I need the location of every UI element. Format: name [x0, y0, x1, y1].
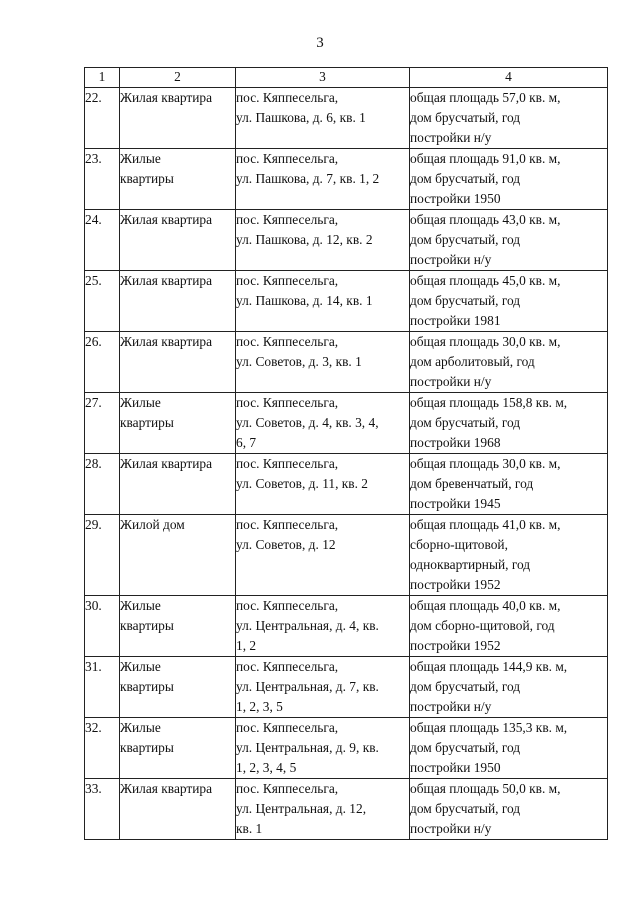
address-line: 1, 2, 3, 4, 5 — [236, 760, 297, 775]
address-line: пос. Кяппесельга, — [236, 90, 339, 105]
row-number: 33. — [85, 779, 120, 840]
row-number: 24. — [85, 210, 120, 271]
table-header-row — [85, 68, 608, 88]
description-line: постройки н/у — [410, 821, 492, 836]
description-line: дом брусчатый, год — [410, 679, 521, 694]
table-row — [85, 515, 608, 596]
address-line: ул. Советов, д. 4, кв. 3, 4, — [236, 415, 379, 430]
object-type-cell — [120, 210, 236, 271]
object-type-cell — [120, 149, 236, 210]
description-line: постройки 1945 — [410, 496, 501, 511]
address-line: ул. Советов, д. 11, кв. 2 — [236, 476, 369, 491]
description-line: дом брусчатый, год — [410, 110, 521, 125]
address-cell — [236, 149, 410, 210]
address-line: пос. Кяппесельга, — [236, 517, 339, 532]
description-line: общая площадь 135,3 кв. м, — [410, 720, 568, 735]
address-line: ул. Центральная, д. 7, кв. — [236, 679, 379, 694]
description-line: постройки 1950 — [410, 760, 501, 775]
address-cell — [236, 210, 410, 271]
description-line: постройки 1981 — [410, 313, 501, 328]
description-line: постройки н/у — [410, 130, 492, 145]
column-header-4: 4 — [410, 68, 608, 88]
description-line: общая площадь 40,0 кв. м, — [410, 598, 561, 613]
row-number: 22. — [85, 88, 120, 149]
object-type-line: Жилая квартира — [120, 212, 213, 227]
address-line: ул. Пашкова, д. 14, кв. 1 — [236, 293, 373, 308]
description-line: постройки 1952 — [410, 638, 501, 653]
address-cell — [236, 779, 410, 840]
description-cell — [410, 393, 608, 454]
address-cell — [236, 454, 410, 515]
description-line: общая площадь 30,0 кв. м, — [410, 456, 561, 471]
table-row — [85, 271, 608, 332]
object-type-cell — [120, 718, 236, 779]
address-line: кв. 1 — [236, 821, 263, 836]
object-type-line: Жилые — [120, 659, 161, 674]
description-line: общая площадь 158,8 кв. м, — [410, 395, 568, 410]
description-line: дом арболитовый, год — [410, 354, 535, 369]
description-cell — [410, 210, 608, 271]
column-header-3: 3 — [236, 68, 410, 88]
column-header-1: 1 — [85, 68, 120, 88]
description-line: одноквартирный, год — [410, 557, 531, 572]
address-line: пос. Кяппесельга, — [236, 212, 339, 227]
table-body — [85, 88, 608, 840]
address-cell — [236, 332, 410, 393]
description-cell — [410, 88, 608, 149]
description-line: общая площадь 144,9 кв. м, — [410, 659, 568, 674]
row-number: 31. — [85, 657, 120, 718]
object-type-cell — [120, 515, 236, 596]
object-type-line: Жилые — [120, 720, 161, 735]
address-line: пос. Кяппесельга, — [236, 456, 339, 471]
description-line: дом бревенчатый, год — [410, 476, 534, 491]
address-line: 6, 7 — [236, 435, 257, 450]
description-cell — [410, 271, 608, 332]
table-row — [85, 88, 608, 149]
object-type-line: Жилые — [120, 598, 161, 613]
description-line: дом брусчатый, год — [410, 293, 521, 308]
description-line: дом брусчатый, год — [410, 740, 521, 755]
description-line: постройки н/у — [410, 374, 492, 389]
address-cell — [236, 596, 410, 657]
address-line: пос. Кяппесельга, — [236, 334, 339, 349]
object-type-cell — [120, 332, 236, 393]
object-type-line: Жилой дом — [120, 517, 185, 532]
address-line: ул. Пашкова, д. 12, кв. 2 — [236, 232, 373, 247]
description-cell — [410, 779, 608, 840]
address-line: ул. Центральная, д. 12, — [236, 801, 367, 816]
table-row — [85, 718, 608, 779]
table-row — [85, 332, 608, 393]
object-type-cell — [120, 88, 236, 149]
description-line: дом брусчатый, год — [410, 171, 521, 186]
address-cell — [236, 271, 410, 332]
column-header-2: 2 — [120, 68, 236, 88]
row-number: 32. — [85, 718, 120, 779]
description-line: дом сборно-щитовой, год — [410, 618, 555, 633]
row-number: 23. — [85, 149, 120, 210]
description-line: постройки 1952 — [410, 577, 501, 592]
description-cell — [410, 149, 608, 210]
description-line: дом брусчатый, год — [410, 232, 521, 247]
address-line: ул. Советов, д. 12 — [236, 537, 336, 552]
object-type-line: Жилая квартира — [120, 273, 213, 288]
description-line: сборно-щитовой, — [410, 537, 508, 552]
description-cell — [410, 657, 608, 718]
row-number: 30. — [85, 596, 120, 657]
address-line: ул. Советов, д. 3, кв. 1 — [236, 354, 362, 369]
address-line: ул. Пашкова, д. 6, кв. 1 — [236, 110, 366, 125]
object-type-cell — [120, 596, 236, 657]
description-line: постройки 1968 — [410, 435, 501, 450]
address-line: пос. Кяппесельга, — [236, 781, 339, 796]
description-cell — [410, 454, 608, 515]
description-line: общая площадь 30,0 кв. м, — [410, 334, 561, 349]
object-type-line: Жилая квартира — [120, 456, 213, 471]
description-cell — [410, 718, 608, 779]
description-line: общая площадь 57,0 кв. м, — [410, 90, 561, 105]
description-line: общая площадь 45,0 кв. м, — [410, 273, 561, 288]
description-line: общая площадь 50,0 кв. м, — [410, 781, 561, 796]
address-cell — [236, 515, 410, 596]
object-type-cell — [120, 393, 236, 454]
row-number: 29. — [85, 515, 120, 596]
object-type-cell — [120, 657, 236, 718]
address-line: 1, 2 — [236, 638, 257, 653]
row-number: 27. — [85, 393, 120, 454]
description-cell — [410, 515, 608, 596]
row-number: 25. — [85, 271, 120, 332]
object-type-line: квартиры — [120, 618, 174, 633]
description-cell — [410, 332, 608, 393]
address-line: ул. Пашкова, д. 7, кв. 1, 2 — [236, 171, 380, 186]
table-row — [85, 149, 608, 210]
property-table — [84, 67, 608, 840]
object-type-cell — [120, 454, 236, 515]
description-cell — [410, 596, 608, 657]
table-row — [85, 454, 608, 515]
object-type-cell — [120, 271, 236, 332]
address-line: ул. Центральная, д. 9, кв. — [236, 740, 379, 755]
object-type-line: Жилая квартира — [120, 334, 213, 349]
address-line: пос. Кяппесельга, — [236, 273, 339, 288]
address-cell — [236, 718, 410, 779]
object-type-line: Жилые — [120, 395, 161, 410]
description-line: общая площадь 41,0 кв. м, — [410, 517, 561, 532]
description-line: дом брусчатый, год — [410, 415, 521, 430]
table-row — [85, 779, 608, 840]
table-row — [85, 210, 608, 271]
object-type-line: квартиры — [120, 740, 174, 755]
address-line: 1, 2, 3, 5 — [236, 699, 283, 714]
object-type-line: квартиры — [120, 171, 174, 186]
row-number: 26. — [85, 332, 120, 393]
address-cell — [236, 657, 410, 718]
object-type-cell — [120, 779, 236, 840]
description-line: общая площадь 43,0 кв. м, — [410, 212, 561, 227]
object-type-line: квартиры — [120, 415, 174, 430]
table-row — [85, 393, 608, 454]
table-row — [85, 596, 608, 657]
description-line: общая площадь 91,0 кв. м, — [410, 151, 561, 166]
table-row — [85, 657, 608, 718]
description-line: дом брусчатый, год — [410, 801, 521, 816]
description-line: постройки н/у — [410, 252, 492, 267]
address-line: пос. Кяппесельга, — [236, 395, 339, 410]
description-line: постройки 1950 — [410, 191, 501, 206]
object-type-line: Жилая квартира — [120, 781, 213, 796]
address-line: пос. Кяппесельга, — [236, 720, 339, 735]
object-type-line: Жилые — [120, 151, 161, 166]
address-cell — [236, 88, 410, 149]
address-cell — [236, 393, 410, 454]
page-number: 3 — [316, 35, 324, 51]
description-line: постройки н/у — [410, 699, 492, 714]
address-line: ул. Центральная, д. 4, кв. — [236, 618, 379, 633]
address-line: пос. Кяппесельга, — [236, 598, 339, 613]
object-type-line: квартиры — [120, 679, 174, 694]
object-type-line: Жилая квартира — [120, 90, 213, 105]
row-number: 28. — [85, 454, 120, 515]
address-line: пос. Кяппесельга, — [236, 151, 339, 166]
address-line: пос. Кяппесельга, — [236, 659, 339, 674]
